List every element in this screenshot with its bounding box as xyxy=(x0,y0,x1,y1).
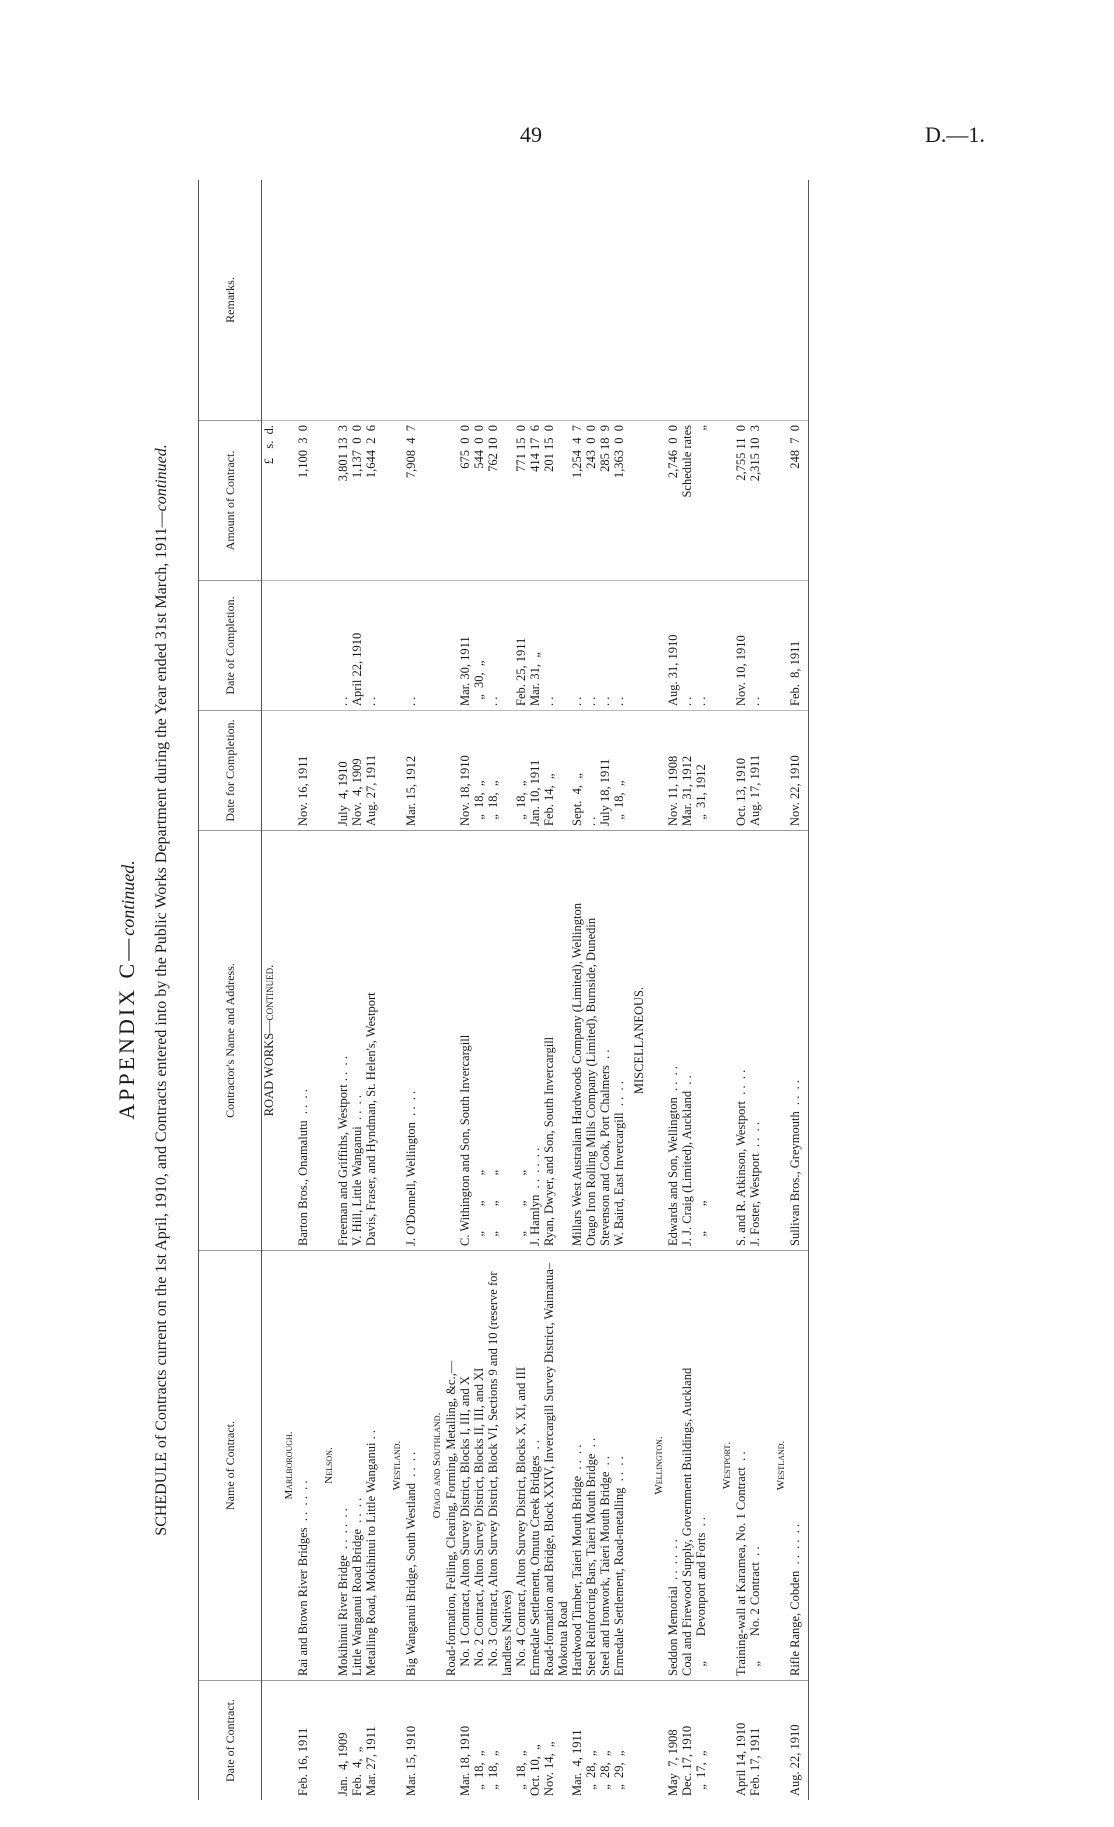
row-date: Nov. 14, „ xyxy=(542,1680,570,1800)
row-amount: 2,755 11 0 xyxy=(734,420,748,580)
row-contractor: J. O'Donnell, Wellington . . . . xyxy=(404,830,418,1250)
table-row xyxy=(486,180,514,1800)
row-date-of-completion: . . xyxy=(570,580,584,710)
row-contractor xyxy=(444,830,458,1250)
row-remarks xyxy=(598,180,612,420)
row-contractor: Edwards and Son, Wellington . . . . xyxy=(666,830,680,1250)
row-remarks xyxy=(486,180,514,420)
row-remarks xyxy=(694,180,708,420)
row-date-of-completion: Mar. 30, 1911 xyxy=(458,580,472,710)
row-contract-name: No. 2 Contract, Alton Survey District, Blocks II, III, and XI xyxy=(472,1250,486,1680)
row-remarks xyxy=(542,180,570,420)
table-row xyxy=(570,180,584,1800)
row-contract-name: No. 1 Contract, Alton Survey District, Blocks I, III, and X xyxy=(458,1250,472,1680)
row-date-of-completion: . . xyxy=(694,580,708,710)
row-remarks xyxy=(584,180,598,420)
row-date-of-completion: . . xyxy=(404,580,418,710)
row-contract-name: „ Devonport and Forts . . xyxy=(694,1250,708,1680)
row-date-for-completion: Nov. 18, 1910 xyxy=(458,710,472,830)
row-date-of-completion xyxy=(296,580,310,710)
row-contractor: Otago Iron Rolling Mills Company (Limited), Burnside, Dunedin xyxy=(584,830,598,1250)
row-remarks xyxy=(458,180,472,420)
row-remarks xyxy=(404,180,418,420)
page-reference: D.—1. xyxy=(925,122,985,147)
row-date-for-completion: Mar. 31, 1912 xyxy=(680,710,694,830)
row-date: Mar. 15, 1910 xyxy=(404,1680,418,1800)
misc-heading-row xyxy=(632,180,646,1800)
row-contract-name: Big Wanganui Bridge, South Westland . . . . xyxy=(404,1250,418,1680)
row-contract-name: Road-formation, Felling, Clearing, Forming, Metalling, &c.,— xyxy=(444,1250,458,1680)
row-date-for-completion: Oct. 13, 1910 xyxy=(734,710,748,830)
schedule-continued: continued. xyxy=(153,444,170,512)
row-date-of-completion: „ 30, „ xyxy=(472,580,486,710)
row-date-for-completion: Nov. 4, 1909 xyxy=(350,710,364,830)
miscellaneous-heading: MISCELLANEOUS. xyxy=(632,830,646,1250)
row-date: Feb. 4, „ xyxy=(350,1680,364,1800)
section-heading: Marlborough. xyxy=(276,1250,296,1680)
table-header xyxy=(198,180,262,1800)
table-row xyxy=(404,180,418,1800)
row-amount: 2,315 10 3 xyxy=(748,420,762,580)
table-row xyxy=(364,180,378,1800)
row-date-for-completion: Aug. 27, 1911 xyxy=(364,710,378,830)
row-contractor: J. Foster, Westport . . . . xyxy=(748,830,762,1250)
row-date-of-completion: Aug. 31, 1910 xyxy=(666,580,680,710)
table-row xyxy=(350,180,364,1800)
row-contractor: Millars West Australian Hardwoods Company (Limited), Wellington xyxy=(570,830,584,1250)
table-row xyxy=(472,180,486,1800)
row-date-for-completion: Nov. 11, 1908 xyxy=(666,710,680,830)
row-contractor: „ „ xyxy=(694,830,708,1250)
row-contract-name: Coal and Firewood Supply, Government Buildings, Auckland xyxy=(680,1250,694,1680)
table-row xyxy=(514,180,528,1800)
row-date-of-completion: . . xyxy=(364,580,378,710)
row-remarks xyxy=(748,180,762,420)
row-remarks xyxy=(734,180,748,420)
row-spacer xyxy=(802,180,808,1800)
row-contract-name: Ermedale Settlement, Road-metalling . . . . xyxy=(612,1250,626,1680)
section-heading-row xyxy=(768,180,788,1800)
row-date: Mar. 27, 1911 xyxy=(364,1680,378,1800)
row-amount: 243 0 0 xyxy=(584,420,598,580)
table-row xyxy=(612,180,626,1800)
row-contractor: „ „ „ xyxy=(472,830,486,1250)
table-row xyxy=(584,180,598,1800)
row-date-for-completion: Feb. 14, „ xyxy=(542,710,570,830)
row-date-for-completion: . . xyxy=(584,710,598,830)
row-date: „ 17, „ xyxy=(694,1680,708,1800)
row-date: „ 28, „ xyxy=(598,1680,612,1800)
row-contract-name: Rai and Brown River Bridges . . . . . . xyxy=(296,1250,310,1680)
row-contractor: „ „ „ xyxy=(486,830,514,1250)
row-date-of-completion: . . xyxy=(748,580,762,710)
row-date: Feb. 17, 1911 xyxy=(748,1680,762,1800)
row-date-for-completion: Aug. 17, 1911 xyxy=(748,710,762,830)
row-date-of-completion: Feb. 25, 1911 xyxy=(514,580,528,710)
row-amount: 675 0 0 xyxy=(458,420,472,580)
row-date-for-completion: Mar. 15, 1912 xyxy=(404,710,418,830)
row-amount: Schedule rates xyxy=(680,420,694,580)
row-date-of-completion: . . xyxy=(486,580,514,710)
row-contractor: „ „ „ xyxy=(514,830,528,1250)
page-number: 49 xyxy=(520,122,542,147)
row-date-of-completion: . . xyxy=(680,580,694,710)
header-date-for-completion: Date for Completion. xyxy=(199,710,261,830)
table-row xyxy=(542,180,570,1800)
row-date: Dec. 17, 1910 xyxy=(680,1680,694,1800)
row-contract-name: Steel Reinforcing Bars, Taieri Mouth Bridge . . xyxy=(584,1250,598,1680)
row-amount xyxy=(444,420,458,580)
row-remarks xyxy=(788,180,802,420)
table-row xyxy=(748,180,762,1800)
section-heading: Wellington. xyxy=(646,1250,666,1680)
table-row xyxy=(734,180,748,1800)
row-contractor: J. J. Craig (Limited), Auckland . . xyxy=(680,830,694,1250)
row-date-for-completion: Jan. 10, 1911 xyxy=(528,710,542,830)
row-amount: 285 18 9 xyxy=(598,420,612,580)
row-date xyxy=(444,1680,458,1800)
row-amount: 1,100 3 0 xyxy=(296,420,310,580)
row-contractor: S. and R. Atkinson, Westport . . . . xyxy=(734,830,748,1250)
row-date: May 7, 1908 xyxy=(666,1680,680,1800)
row-amount: 762 10 0 xyxy=(486,420,514,580)
table-row xyxy=(666,180,680,1800)
row-date-of-completion: Mar. 31, „ xyxy=(528,580,542,710)
row-contract-name: Training-wall at Karamea, No. 1 Contract . . xyxy=(734,1250,748,1680)
section-heading-row xyxy=(316,180,336,1800)
row-date-for-completion: „ 31, 1912 xyxy=(694,710,708,830)
row-remarks xyxy=(612,180,626,420)
row-amount: 1,137 0 0 xyxy=(350,420,364,580)
schedule-title-text: SCHEDULE of Contracts current on the 1st April, 1910, and Contracts entered into by the Public Works Department during the Year ended 31st March, 1911— xyxy=(153,511,170,1536)
section-heading: Westland. xyxy=(768,1250,788,1680)
row-date-of-completion: . . xyxy=(612,580,626,710)
row-amount: 1,363 0 0 xyxy=(612,420,626,580)
section-heading-row xyxy=(384,180,404,1800)
row-contract-name: Hardwood Timber, Taieri Mouth Bridge . . . . xyxy=(570,1250,584,1680)
section-heading: Nelson. xyxy=(316,1250,336,1680)
schedule-title xyxy=(152,240,172,1740)
row-contractor: Sullivan Bros., Greymouth . . . . xyxy=(788,830,802,1250)
row-contractor: Stevenson and Cook, Port Chalmers . . xyxy=(598,830,612,1250)
row-contractor: Barton Bros., Onamalutu . . . . xyxy=(296,830,310,1250)
row-date: Aug. 22, 1910 xyxy=(788,1680,802,1800)
row-contractor: V. Hill, Little Wanganui . . . . xyxy=(350,830,364,1250)
section-heading: Westport. xyxy=(714,1250,734,1680)
row-amount: 2,746 0 0 xyxy=(666,420,680,580)
section-heading: Westland. xyxy=(384,1250,404,1680)
row-remarks xyxy=(666,180,680,420)
row-remarks xyxy=(680,180,694,420)
row-date-for-completion: „ 18, „ xyxy=(472,710,486,830)
table-row xyxy=(444,180,458,1800)
row-date: April 14, 1910 xyxy=(734,1680,748,1800)
section-heading: Otago and Southland. xyxy=(424,1250,444,1680)
row-date-for-completion: Nov. 22, 1910 xyxy=(788,710,802,830)
section-heading-row xyxy=(646,180,666,1800)
row-date-for-completion: „ 18, „ xyxy=(486,710,514,830)
appendix-label: APPENDIX C— xyxy=(114,935,139,1120)
table-row xyxy=(788,180,802,1800)
row-date: „ 18, „ xyxy=(486,1680,514,1800)
row-contractor: Ryan, Dwyer, and Son, South Invercargill xyxy=(542,830,570,1250)
row-date-of-completion: . . xyxy=(542,580,570,710)
row-contract-name: Steel and Ironwork, Taieri Mouth Bridge . . xyxy=(598,1250,612,1680)
row-amount: 7,908 4 7 xyxy=(404,420,418,580)
row-amount: 544 0 0 xyxy=(472,420,486,580)
header-name-contract: Name of Contract. xyxy=(199,1250,261,1680)
row-date-for-completion: Sept. 4, „ xyxy=(570,710,584,830)
row-date-for-completion: July 4, 1910 xyxy=(336,710,350,830)
table-row xyxy=(680,180,694,1800)
row-contract-name: „ No. 2 Contract . . xyxy=(748,1250,762,1680)
row-remarks xyxy=(296,180,310,420)
row-amount: 3,801 13 3 xyxy=(336,420,350,580)
row-contract-name: Mokihinui River Bridge . . . . . . xyxy=(336,1250,350,1680)
row-date: „ 18, „ xyxy=(472,1680,486,1800)
section-heading-row xyxy=(276,180,296,1800)
row-contractor: W. Baird, East Invercargill . . . . xyxy=(612,830,626,1250)
row-date: Oct. 10, „ xyxy=(528,1680,542,1800)
row-date-of-completion: . . xyxy=(584,580,598,710)
section-heading-row xyxy=(714,180,734,1800)
table-row xyxy=(528,180,542,1800)
row-remarks xyxy=(336,180,350,420)
header-remarks: Remarks. xyxy=(223,277,237,323)
row-contract-name: Rifle Range, Cobden . . . . . . xyxy=(788,1250,802,1680)
appendix-continued: continued. xyxy=(118,860,138,936)
row-remarks xyxy=(472,180,486,420)
row-date-of-completion: April 22, 1910 xyxy=(350,580,364,710)
row-amount: 1,254 4 7 xyxy=(570,420,584,580)
row-remarks xyxy=(364,180,378,420)
row-date-of-completion: . . xyxy=(598,580,612,710)
row-date-for-completion: July 18, 1911 xyxy=(598,710,612,830)
row-remarks xyxy=(528,180,542,420)
currency-header: £ s. d. xyxy=(262,420,276,580)
row-contract-name: Road-formation and Bridge, Block XXIV, Invercargill Survey District, Waimatua–Mokotua Road xyxy=(542,1250,570,1680)
rotated-schedule xyxy=(114,180,1000,1800)
row-amount: 201 15 0 xyxy=(542,420,570,580)
row-contract-name: Ermedale Settlement, Omutu Creek Bridges . . xyxy=(528,1250,542,1680)
row-date: Mar. 4, 1911 xyxy=(570,1680,584,1800)
row-date: „ 28, „ xyxy=(584,1680,598,1800)
table-row xyxy=(296,180,310,1800)
row-contractor: J. Hamlyn . . . . . . xyxy=(528,830,542,1250)
header-date-contract: Date of Contract. xyxy=(199,1680,261,1800)
row-contract-name: Little Wanganui Road Bridge . . . . xyxy=(350,1250,364,1680)
row-date: Feb. 16, 1911 xyxy=(296,1680,310,1800)
contracts-table xyxy=(198,180,809,1800)
row-remarks xyxy=(570,180,584,420)
row-date-for-completion: Nov. 16, 1911 xyxy=(296,710,310,830)
header-amount: Amount of Contract. xyxy=(199,420,261,580)
table-row xyxy=(336,180,350,1800)
row-date: Mar. 18, 1910 xyxy=(458,1680,472,1800)
row-date-for-completion xyxy=(444,710,458,830)
row-remarks xyxy=(350,180,364,420)
row-contract-name: Metalling Road, Mokihinui to Little Wanganui . . xyxy=(364,1250,378,1680)
row-remarks xyxy=(514,180,528,420)
header-contractor: Contractor's Name and Address. xyxy=(199,830,261,1250)
row-contract-name: No. 4 Contract, Alton Survey District, Blocks X, XI, and III xyxy=(514,1250,528,1680)
row-amount: 248 7 0 xyxy=(788,420,802,580)
row-date: Jan. 4, 1909 xyxy=(336,1680,350,1800)
header-date-of-completion: Date of Completion. xyxy=(199,580,261,710)
table-row xyxy=(458,180,472,1800)
row-amount: 1,644 2 6 xyxy=(364,420,378,580)
row-date-of-completion: Feb. 8, 1911 xyxy=(788,580,802,710)
row-contractor: C. Withington and Son, South Invercargill xyxy=(458,830,472,1250)
row-date-of-completion xyxy=(444,580,458,710)
row-contract-name: No. 3 Contract, Alton Survey District, Block VI, Sections 9 and 10 (reserve for landless Natives) xyxy=(486,1250,514,1680)
row-contract-name: Seddon Memorial . . . . . . xyxy=(666,1250,680,1680)
row-remarks xyxy=(444,180,458,420)
row-date-for-completion: „ 18, „ xyxy=(514,710,528,830)
row-date: „ 29, „ xyxy=(612,1680,626,1800)
row-contractor: Davis, Fraser, and Hyndman, St. Helen's, Westport xyxy=(364,830,378,1250)
table-row xyxy=(598,180,612,1800)
row-date: „ 18, „ xyxy=(514,1680,528,1800)
row-date-of-completion: Nov. 10, 1910 xyxy=(734,580,748,710)
road-works-heading: ROAD WORKS—continued. xyxy=(262,830,276,1250)
row-contractor: Freeman and Griffiths, Westport . . . . xyxy=(336,830,350,1250)
table-body xyxy=(276,180,809,1800)
row-date-of-completion: . . xyxy=(336,580,350,710)
currency-row xyxy=(262,180,276,1800)
row-amount: „ xyxy=(694,420,708,580)
appendix-heading xyxy=(114,180,139,1800)
table-row xyxy=(694,180,708,1800)
section-heading-row xyxy=(424,180,444,1800)
row-amount: 414 17 6 xyxy=(528,420,542,580)
row-date-for-completion: „ 18, „ xyxy=(612,710,626,830)
row-amount: 771 15 0 xyxy=(514,420,528,580)
